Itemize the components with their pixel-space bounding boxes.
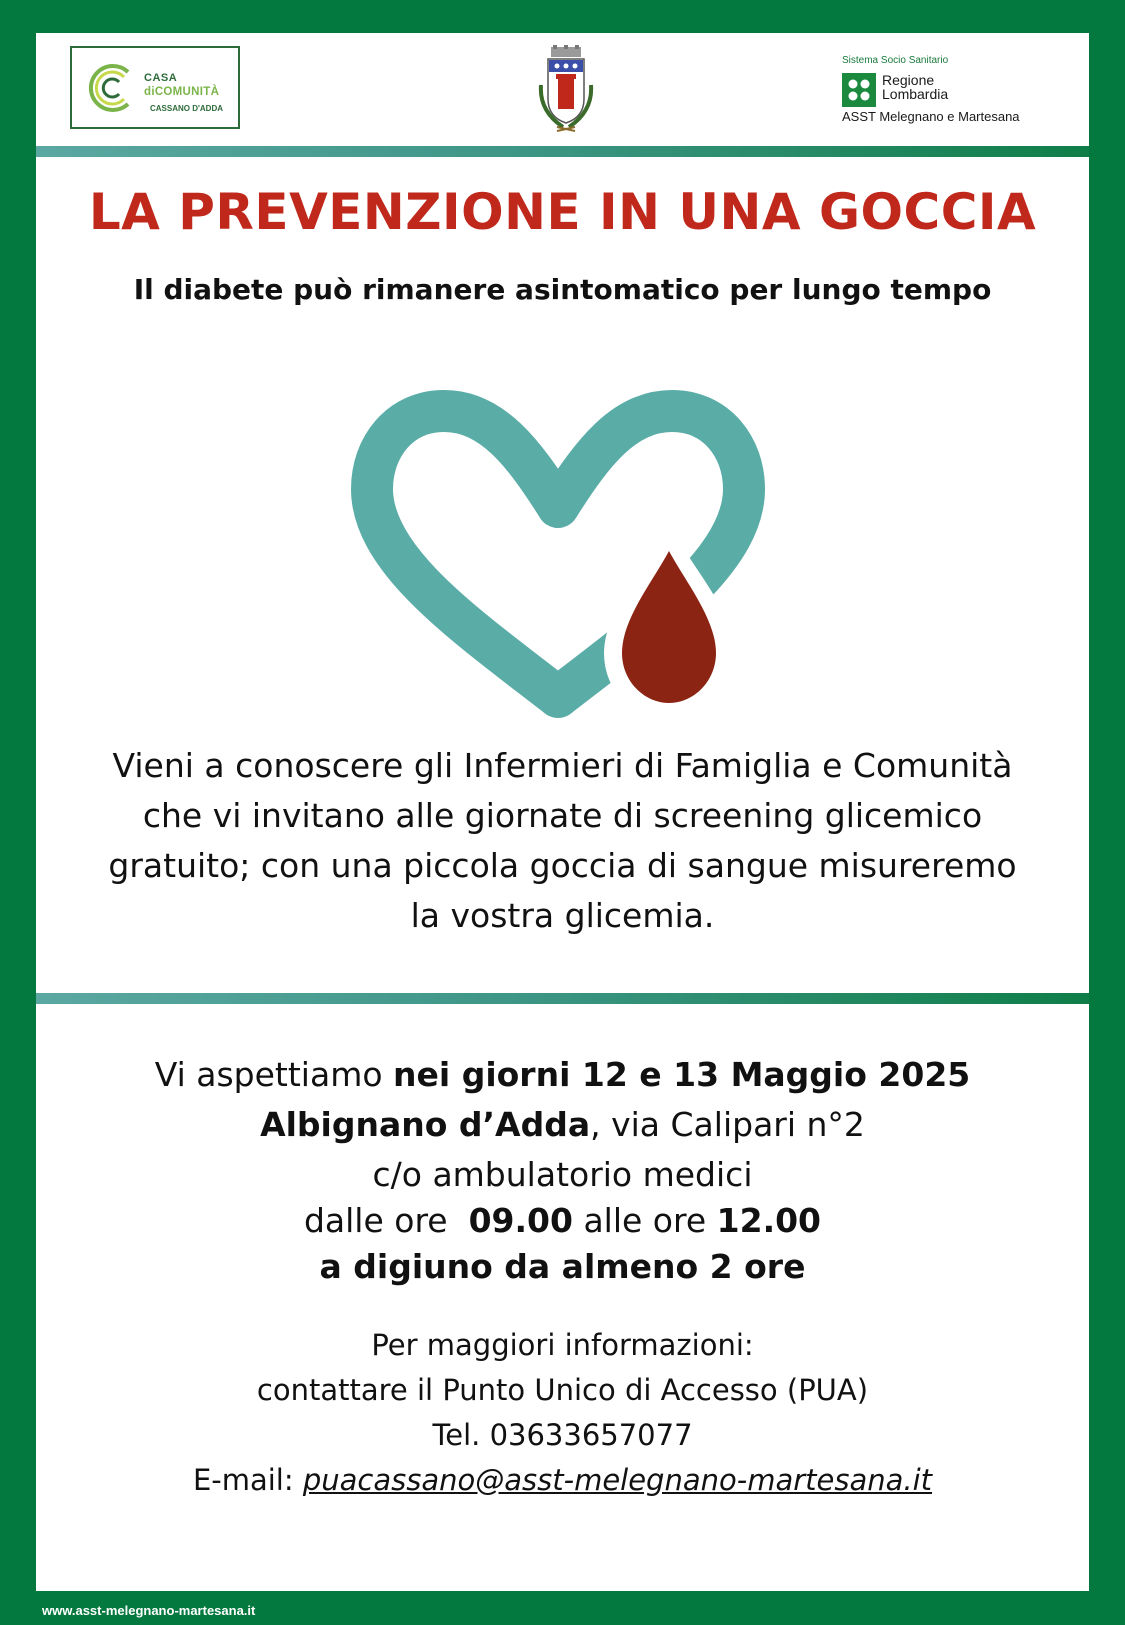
- poster-panel: [36, 33, 1089, 1591]
- contact-email-line: E-mail: puacassano@asst-melegnano-martesana.it: [192, 1463, 933, 1497]
- casa-c-icon: [84, 60, 140, 116]
- comunita-logo-text: diCOMUNITÀ: [144, 86, 220, 98]
- contact-heading: Per maggiori informazioni:: [371, 1328, 754, 1362]
- event-location: c/o ambulatorio medici: [372, 1155, 753, 1194]
- contact-phone: Tel. 03633657077: [432, 1418, 693, 1452]
- regione-lombardia-name: Regione Lombardia: [882, 72, 949, 102]
- sistema-socio-sanitario-text: Sistema Socio Sanitario: [842, 55, 949, 66]
- event-details: [36, 1050, 1089, 1292]
- bottom-separator-bar: [36, 993, 1089, 1004]
- event-fasting: a digiuno da almeno 2 ore: [319, 1247, 806, 1286]
- poster-subtitle: Il diabete può rimanere asintomatico per lungo tempo: [133, 273, 992, 306]
- casa-logo-text: CASA: [144, 72, 178, 84]
- cassano-logo-text: CASSANO D'ADDA: [150, 104, 224, 113]
- intro-paragraph: Vieni a conoscere gli Infermieri di Famiglia e Comunità che vi invitano alle giornate di screening glicemico gratuito; con una piccola goccia di sangue misureremo la vostra glicemia.: [108, 746, 1017, 935]
- contact-info: [36, 1323, 1089, 1503]
- regione-rose-icon: [842, 73, 876, 107]
- top-separator-bar: [36, 146, 1089, 157]
- asst-name: ASST Melegnano e Martesana: [842, 109, 1020, 124]
- contact-pua-line: contattare il Punto Unico di Accesso (PUA): [256, 1373, 869, 1407]
- event-time: dalle ore 09.00 alle ore 12.00: [303, 1201, 822, 1240]
- poster-title: LA PREVENZIONE IN UNA GOCCIA: [88, 183, 1037, 241]
- regione-lombardia-logo: [842, 55, 1082, 135]
- event-place: Albignano d’Adda, via Calipari n°2: [260, 1105, 865, 1144]
- event-dates: Vi aspettiamo nei giorni 12 e 13 Maggio 2025: [154, 1055, 971, 1094]
- casa-di-comunita-logo: [70, 46, 240, 129]
- municipal-crest-icon: [533, 45, 599, 133]
- contact-email-link[interactable]: puacassano@asst-melegnano-martesana.it: [302, 1463, 933, 1497]
- heart-blood-drop-icon: [348, 365, 768, 745]
- footer-website-url[interactable]: www.asst-melegnano-martesana.it: [42, 1603, 256, 1618]
